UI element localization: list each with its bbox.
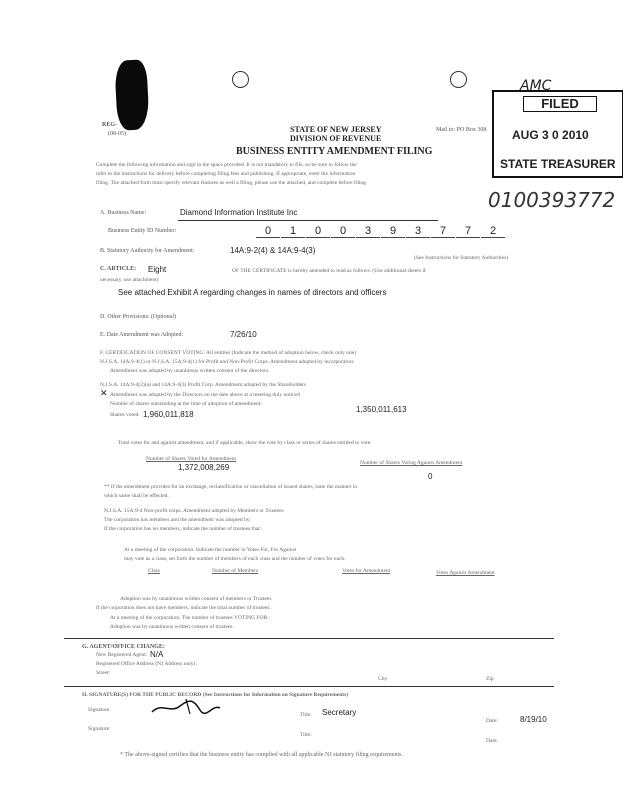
- other-provisions-label: D. Other Provisions: (Optional): [100, 314, 176, 320]
- nonprofit-meeting: At a meeting of the corporation. Indicate the number in Votes For, For Against: [124, 547, 297, 553]
- section-divider: [64, 638, 554, 639]
- cert-line: N.J.S.A. 14A:9-4(2)(a) and 14A:9-4(3) Profit Corp. Amendment adopted by the Shareholders: [100, 382, 307, 388]
- entity-id-digit: 0: [331, 225, 355, 238]
- page-title: BUSINESS ENTITY AMENDMENT FILING: [236, 146, 433, 157]
- cert-line: F. CERTIFICATION OF CONSENT VOTING: All entities (Indicate the method of adoption below, check only one): [100, 350, 357, 356]
- nonprofit-line: N.J.S.A. 15A:9-4 Non-profit corps. Amendment adopted by Members or Trustees: [104, 508, 284, 514]
- file-number: 0100393772: [488, 188, 616, 212]
- title-label-2: Title:: [300, 732, 312, 738]
- entity-id-digits: [256, 225, 506, 238]
- form-ref: REG-: [102, 122, 117, 128]
- statutory-note: (See Instructions for Statutory Authorities): [414, 255, 509, 261]
- entity-id-digit: 9: [381, 225, 405, 238]
- nonprofit-line: If the corporation has no members, indicate the number of trustees that:: [104, 526, 262, 532]
- class-col: Number of Members: [212, 568, 259, 574]
- entity-id-digit: 0: [256, 225, 280, 238]
- shares-voting-label: Shares voted:: [110, 412, 140, 418]
- cert-line: N.J.S.A. 14A:9-4(1) or N.J.S.A. 15A:9-4(1) for Profit and Non-Profit Corps. Amendment adopted by incorporators: [100, 359, 354, 365]
- signature-header: H. SIGNATURE(S) FOR THE PUBLIC RECORD (See Instructions for Information on Signature Requirements): [82, 692, 349, 698]
- form-ref-date: (08-05): [108, 131, 126, 137]
- adoption-line: Adoption was by unanimous written consent of trustees.: [110, 624, 234, 630]
- signature-scribble: [150, 696, 230, 718]
- exchange-note: ** If the amendment provides for an exchange, reclassification or cancellation of issued shares, state the manner in: [104, 484, 358, 490]
- agent-value: N/A: [150, 650, 164, 659]
- zip-label: Zip: [486, 676, 494, 682]
- underline: [178, 220, 438, 221]
- stamp-initials: AMC: [520, 78, 552, 94]
- article-text: OF THE CERTIFICATE is hereby amended to read as follows: (Use additional sheets if: [232, 268, 426, 274]
- business-name-label: A. Business Name:: [100, 210, 147, 216]
- entity-id-digit: 7: [456, 225, 480, 238]
- intro-line: refer to the instructions for delivery before completing filing fees and publishing. If appropriate, enter the information: [96, 171, 356, 177]
- exchange-note-2: which same shall be effected.: [104, 493, 169, 499]
- article-value: Eight: [148, 265, 167, 274]
- redaction-mark: [114, 59, 150, 131]
- intro-line: filing. The attached form must specify relevant features as well a filing, please use the attached, and complete before filing.: [96, 180, 368, 186]
- city-label: City: [378, 676, 388, 682]
- entity-id-digit: 3: [406, 225, 430, 238]
- nonprofit-line: The corporation has members and the amendment was adopted by:: [104, 517, 252, 523]
- entity-id-digit: 0: [306, 225, 330, 238]
- nonprofit-meeting-2: may vote as a class, set forth the number of members of each class and the number of votes for each.: [124, 556, 346, 562]
- punch-hole-left: [232, 71, 249, 88]
- shares-outstanding: 1,350,011,613: [356, 405, 407, 414]
- agent-row: Registered Office Address (NJ Address only):: [96, 661, 197, 667]
- mail-to: Mail to: PO Box 308: [436, 127, 487, 133]
- date2-value: 8/19/10: [520, 715, 547, 724]
- votes-against-label: Number of Shares Voting Against Amendment: [360, 460, 463, 466]
- agent-label: G. AGENT/OFFICE CHANGE:: [82, 644, 165, 650]
- date-adopted-label: E. Date Amendment was Adopted:: [100, 332, 184, 338]
- business-name-value: Diamond Information Institute Inc: [180, 208, 298, 217]
- footer-certification: * The above-signed certifies that the business entity has complied with all applicable NJ statutory filing requirements.: [120, 752, 403, 758]
- date2-label: Date:: [486, 718, 498, 724]
- division-name: DIVISION OF REVENUE: [290, 134, 382, 143]
- class-col: Votes Against Amendment: [436, 570, 495, 576]
- section-divider: [64, 686, 554, 687]
- state-name: STATE OF NEW JERSEY: [290, 125, 382, 134]
- statutory-value: 14A:9-2(4) & 14A:9-4(3): [230, 246, 316, 255]
- signature-label-2: Signature:: [88, 726, 111, 732]
- votes-for-label: Number of Shares Voted for Amendment: [146, 456, 237, 462]
- entity-id-digit: 3: [356, 225, 380, 238]
- title-label: Title:: [300, 712, 312, 718]
- checkmark: ✕: [100, 388, 108, 398]
- stamp-office: STATE TREASURER: [500, 157, 616, 171]
- date-adopted-value: 7/26/10: [230, 330, 257, 339]
- entity-id-label: Business Entity ID Number:: [108, 228, 177, 234]
- signature-label: Signature:: [88, 707, 111, 713]
- punch-hole-right: [450, 71, 467, 88]
- cert-line: Amendment was adopted by the Directors on the date above at a meeting duly noticed: [110, 392, 300, 398]
- date2-label-2: Date:: [486, 738, 498, 744]
- agent-row: New Registered Agent:: [96, 652, 148, 658]
- intro-line: Complete the following information and sign in the space provided. It is not mandatory to file, so be sure to follow the: [96, 162, 357, 168]
- stamp-filed-label: FILED: [523, 96, 597, 112]
- article-label: C. ARTICLE:: [100, 266, 137, 272]
- cert-line: Amendment was adopted by unanimous written consent of the directors.: [110, 368, 270, 374]
- stamp-date: AUG 3 0 2010: [512, 128, 589, 142]
- class-col: Votes for Amendment: [342, 568, 391, 574]
- entity-id-digit: 7: [431, 225, 455, 238]
- attachment-text: See attached Exhibit A regarding changes in names of directors and officers: [118, 288, 387, 297]
- cert-line: Number of shares outstanding at the time of adoption of amendment:: [110, 401, 262, 407]
- agent-row: Street:: [96, 670, 111, 676]
- votes-for-value: 1,372,008,269: [178, 463, 230, 472]
- votes-against-value: 0: [428, 472, 433, 481]
- statutory-label: B. Statutory Authority for Amendment:: [100, 248, 195, 254]
- adoption-line: At a meeting of the corporation. The number of trustees VOTING FOR:: [110, 615, 269, 621]
- adoption-line: Adoption was by unanimous written consent of members or Trustees: [120, 596, 272, 602]
- votes-label: Total votes for and against amendment, and if applicable, show the vote by class or series of shares entitled to vote:: [118, 440, 372, 446]
- entity-id-digit: 2: [481, 225, 505, 238]
- adoption-line: If the corporation does not have members, indicate the total number of trustees:: [96, 605, 271, 611]
- title-value: Secretary: [322, 708, 357, 717]
- class-col: Class: [148, 568, 160, 574]
- shares-voting: 1,960,011,818: [143, 410, 194, 419]
- article-text-2: necessary, use attachment): [100, 277, 159, 283]
- entity-id-digit: 1: [281, 225, 305, 238]
